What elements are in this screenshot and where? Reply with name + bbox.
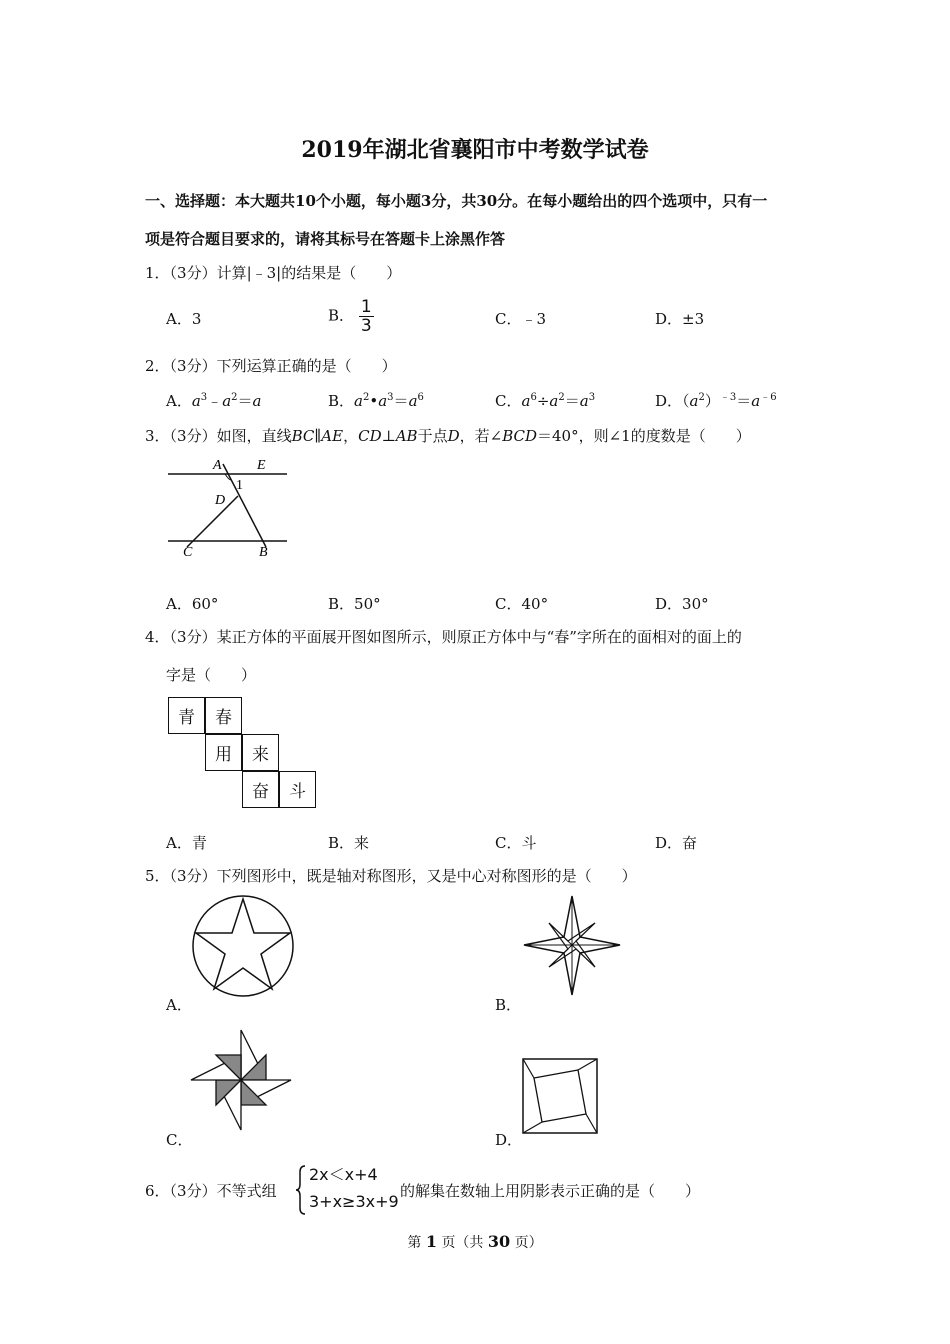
q3-option-d: D．30° [655, 595, 709, 613]
inner-square [534, 1070, 586, 1122]
q5-option-d: D． [495, 1131, 523, 1149]
q5-figure-c [190, 1028, 296, 1134]
q1-option-c: C．﹣3 [495, 310, 547, 328]
q5-stem: 5．（3分）下列图形中，既是轴对称图形，又是中心对称图形的是（ ） [145, 867, 637, 885]
q4-option-b: B．来 [328, 834, 370, 852]
q3-stem-angle: BCD [502, 427, 538, 445]
q3-stem-if: ，若∠ [459, 427, 503, 445]
q2-stem: 2．（3分）下列运算正确的是（ ） [145, 357, 397, 375]
q5-option-a: A． [166, 996, 192, 1014]
brace-icon [295, 1164, 307, 1216]
q6-stem-pre: 6．（3分）不等式组 [145, 1182, 277, 1200]
line-cd [187, 496, 238, 547]
q3-stem [145, 425, 751, 446]
q6-inequality-1: 2x＜x+4 [309, 1165, 378, 1184]
q4-option-d: D．奋 [655, 834, 698, 852]
q4-stem-line1: 4．（3分）某正方体的平面展开图如图所示，则原正方体中与“春”字所在的面相对的面上的 [145, 628, 742, 646]
q1-option-b-fraction [359, 298, 374, 335]
q2-option-a: A．$a^3﹣a^2=a$ [166, 392, 262, 410]
footer-mid: 页（共 [441, 1235, 484, 1251]
q2-option-c-label: C． [495, 392, 522, 410]
q4-stem-line2: 字是（ ） [166, 666, 257, 684]
section-heading-line1: 一、选择题：本大题共10个小题，每小题3分，共30分。在每小题给出的四个选项中，只有一 [145, 192, 768, 210]
q4-option-c: C．斗 [495, 834, 537, 852]
q3-stem-at: 于点 [417, 427, 448, 445]
label-1: 1 [236, 478, 243, 493]
fraction-denominator: 3 [360, 316, 372, 336]
circle-shape [193, 896, 293, 996]
label-c: C [183, 545, 193, 560]
q3-stem-comma: ， [343, 427, 359, 445]
label-e: E [257, 458, 266, 473]
q6-stem-post: 的解集在数轴上用阴影表示正确的是（ ） [400, 1182, 701, 1200]
q3-option-b: B．50° [328, 595, 381, 613]
footer-total-pages: 30 [487, 1232, 511, 1251]
section-heading-line2: 项是符合题目要求的，请将其标号在答题卡上涂黑作答 [145, 230, 506, 248]
footer-post: 页） [514, 1235, 543, 1251]
q3-option-c: C．40° [495, 595, 549, 613]
q5-figure-d [520, 1056, 600, 1136]
page-title: 2019年湖北省襄阳市中考数学试卷 [301, 137, 649, 163]
fraction-numerator: 1 [360, 297, 372, 317]
q3-stem-post: ＝40°，则∠1的度数是（ ） [537, 427, 751, 445]
label-a: A [213, 458, 222, 473]
q1-option-b-label: B． [328, 306, 355, 325]
q1-stem: 1．（3分）计算|﹣3|的结果是（ ） [145, 264, 402, 282]
q5-figure-b [520, 893, 624, 999]
q5-figure-a [190, 893, 300, 1003]
q3-stem-pre: 3．（3分）如图，直线 [145, 427, 292, 445]
corner-line [578, 1059, 597, 1070]
q6-inequality-2: 3+x≥3x+9 [309, 1192, 399, 1211]
corner-line [586, 1114, 597, 1133]
q2-option-a-label: A． [166, 392, 192, 410]
q1-option-d: D．±3 [655, 310, 705, 328]
q3-figure [165, 452, 295, 564]
q2-option-b: B．$a^2•a^3=a^6$ [328, 392, 424, 410]
net-cell: 奋 [242, 771, 279, 808]
q2-option-c: C．$a^6\div a^2=a^3$ [495, 392, 596, 410]
q2-option-d: D．$(a^2)^{﹣3}=a^{﹣6}$ [655, 392, 777, 410]
star-shape [196, 899, 290, 989]
q3-stem-parallel: BC∥AE [291, 427, 344, 445]
net-cell: 春 [205, 697, 242, 734]
net-cell: 斗 [279, 771, 316, 808]
q1-option-b [328, 298, 374, 335]
net-cell: 青 [168, 697, 205, 734]
q3-stem-point: D [447, 427, 460, 445]
q5-option-c: C． [166, 1131, 193, 1149]
footer-page-number: 1 [425, 1232, 437, 1251]
q3-option-a: A．60° [166, 595, 219, 613]
label-b: B [259, 545, 268, 560]
q2-option-b-label: B． [328, 392, 355, 410]
footer-pre: 第 [407, 1235, 422, 1251]
q5-option-b: B． [495, 996, 522, 1014]
net-cell: 用 [205, 734, 242, 771]
corner-line [523, 1059, 534, 1078]
corner-line [523, 1122, 542, 1133]
page-footer [0, 1232, 950, 1252]
label-d: D [215, 493, 226, 508]
q4-option-a: A．青 [166, 834, 207, 852]
q4-cube-net [168, 697, 323, 812]
q3-stem-perp: CD⊥AB [358, 427, 418, 445]
q1-option-a: A．3 [166, 310, 202, 328]
q2-option-d-label: D． [655, 392, 683, 410]
outer-square [523, 1059, 597, 1133]
net-cell: 来 [242, 734, 279, 771]
